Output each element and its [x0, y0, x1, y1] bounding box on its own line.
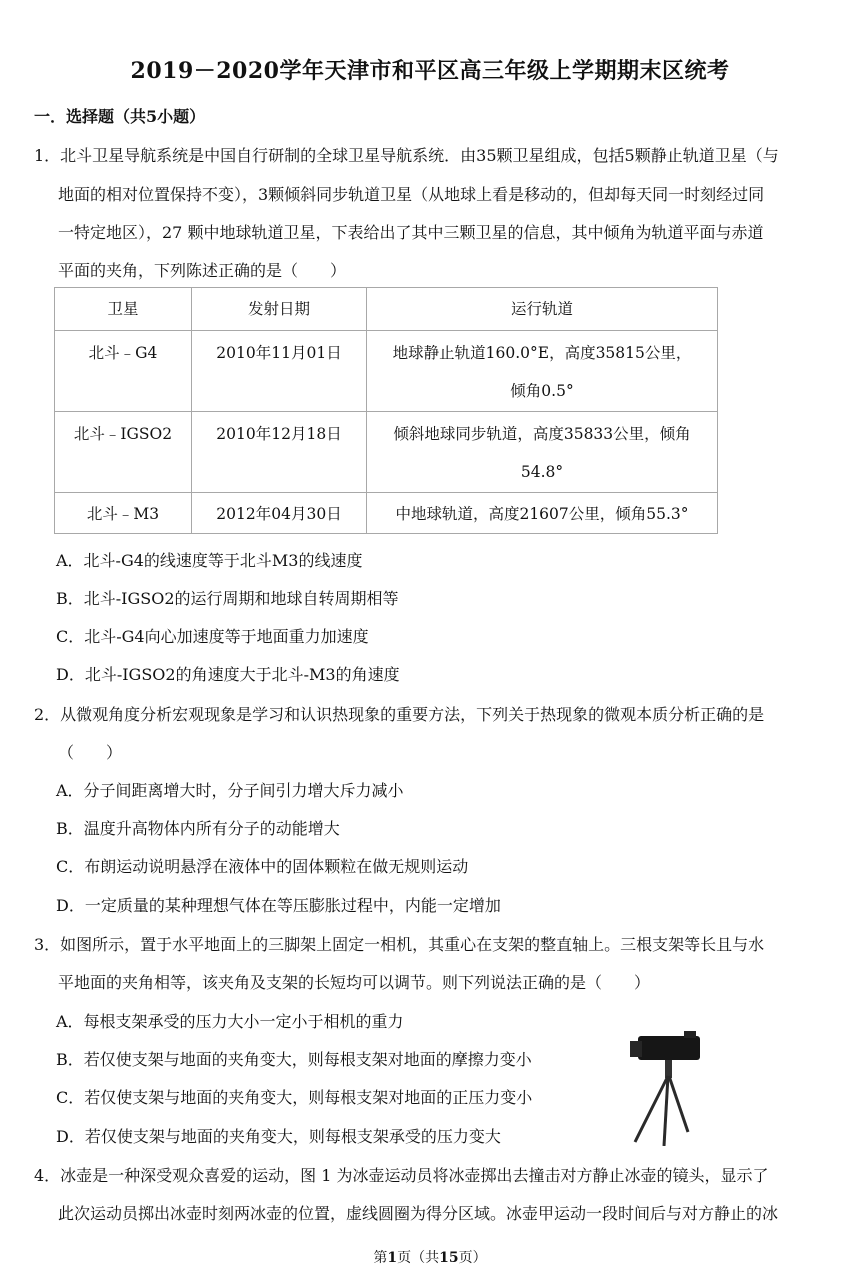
- q1-line-1: 1．北斗卫星导航系统是中国自行研制的全球卫星导航系统．由35颗卫星组成，包括5颗静止轨道卫星（与: [34, 146, 779, 165]
- orbit-line-1: 倾斜地球同步轨道，高度35833公里，倾角: [393, 425, 691, 443]
- camera-viewfinder: [684, 1031, 696, 1038]
- q3-option-a: A．每根支架承受的压力大小一定小于相机的重力: [56, 1012, 404, 1031]
- q2-line-1: 2．从微观角度分析宏观现象是学习和认识热现象的重要方法，下列关于热现象的微观本质分析正确的是: [34, 705, 765, 724]
- q1-line-3: 一特定地区），27 颗中地球轨道卫星，下表给出了其中三颗卫星的信息，其中倾角为轨道平面与赤道: [58, 223, 764, 242]
- table-row: [55, 412, 718, 493]
- q1-option-c: C．北斗-G4向心加速度等于地面重力加速度: [56, 627, 369, 646]
- footer-suffix: 页）: [458, 1250, 487, 1266]
- cell-date: 2010年11月01日: [192, 331, 367, 412]
- q3-option-c: C．若仅使支架与地面的夹角变大，则每根支架对地面的正压力变小: [56, 1088, 533, 1107]
- cell-date: 2010年12月18日: [192, 412, 367, 493]
- q3-option-d: D．若仅使支架与地面的夹角变大，则每根支架承受的压力变大: [56, 1127, 501, 1146]
- orbit-line-2: 倾角0.5°: [510, 382, 574, 400]
- table-header-row: [55, 288, 718, 331]
- header-orbit: 运行轨道: [367, 288, 718, 331]
- cell-date: 2012年04月30日: [192, 493, 367, 534]
- q4-line-1: 4．冰壶是一种深受观众喜爱的运动，图 1 为冰壶运动员将冰壶掷出去撞击对方静止冰壶的镜头，显示了: [34, 1166, 769, 1185]
- cell-satellite: 北斗﹣M3: [55, 493, 192, 534]
- q3-line-2: 平地面的夹角相等，该夹角及支架的长短均可以调节。则下列说法正确的是（ ）: [58, 973, 651, 992]
- cell-satellite: 北斗﹣IGSO2: [55, 412, 192, 493]
- satellite-table: [54, 287, 718, 534]
- cell-satellite: 北斗﹣G4: [55, 331, 192, 412]
- q3-option-b: B．若仅使支架与地面的夹角变大，则每根支架对地面的摩擦力变小: [56, 1050, 532, 1069]
- q4-line-2: 此次运动员掷出冰壶时刻两冰壶的位置，虚线圆圈为得分区域。冰壶甲运动一段时间后与对方静止的冰: [58, 1204, 779, 1223]
- tripod-camera-figure: [624, 1028, 716, 1146]
- table-row: [55, 331, 718, 412]
- q2-option-b: B．温度升高物体内所有分子的动能增大: [56, 819, 340, 838]
- header-launch-date: 发射日期: [192, 288, 367, 331]
- footer-total-pages: 15: [439, 1250, 459, 1266]
- section-heading: 一．选择题（共5小题）: [34, 107, 206, 126]
- q1-option-a: A．北斗-G4的线速度等于北斗M3的线速度: [56, 551, 363, 570]
- cell-orbit: 中地球轨道，高度21607公里，倾角55.3°: [367, 493, 718, 534]
- q3-line-1: 3．如图所示，置于水平地面上的三脚架上固定一相机，其重心在支架的整直轴上。三根支架等长且与水: [34, 935, 765, 954]
- footer-prefix: 第: [373, 1250, 388, 1266]
- camera-body: [638, 1036, 700, 1060]
- q1-line-2: 地面的相对位置保持不变），3颗倾斜同步轨道卫星（从地球上看是移动的，但却每天同一时刻经过同: [58, 185, 765, 204]
- footer-middle: 页（共: [397, 1250, 440, 1266]
- tripod-leg-right: [669, 1076, 688, 1132]
- q2-option-d: D．一定质量的某种理想气体在等压膨胀过程中，内能一定增加: [56, 896, 501, 915]
- footer-page-number: 1: [387, 1250, 398, 1266]
- q1-option-d: D．北斗-IGSO2的角速度大于北斗-M3的角速度: [56, 665, 400, 684]
- tripod-leg-center: [664, 1076, 668, 1146]
- tripod-leg-left: [635, 1076, 668, 1142]
- cell-orbit: [367, 412, 718, 493]
- document-title: 2019－2020学年天津市和平区高三年级上学期期末区统考: [130, 58, 730, 84]
- q1-line-4: 平面的夹角，下列陈述正确的是（ ）: [58, 261, 347, 280]
- q2-line-2: （ ）: [58, 743, 123, 762]
- page-footer: [0, 1247, 860, 1267]
- q1-option-b: B．北斗-IGSO2的运行周期和地球自转周期相等: [56, 589, 399, 608]
- orbit-line-2: 54.8°: [520, 463, 564, 481]
- q2-option-a: A．分子间距离增大时，分子间引力增大斥力减小: [56, 781, 404, 800]
- table-row: [55, 493, 718, 534]
- camera-lens: [630, 1041, 642, 1057]
- header-satellite: 卫星: [55, 288, 192, 331]
- cell-orbit: [367, 331, 718, 412]
- tripod-head: [665, 1060, 672, 1078]
- q2-option-c: C．布朗运动说明悬浮在液体中的固体颗粒在做无规则运动: [56, 857, 469, 876]
- orbit-line-1: 地球静止轨道160.0°E，高度35815公里，: [392, 344, 692, 362]
